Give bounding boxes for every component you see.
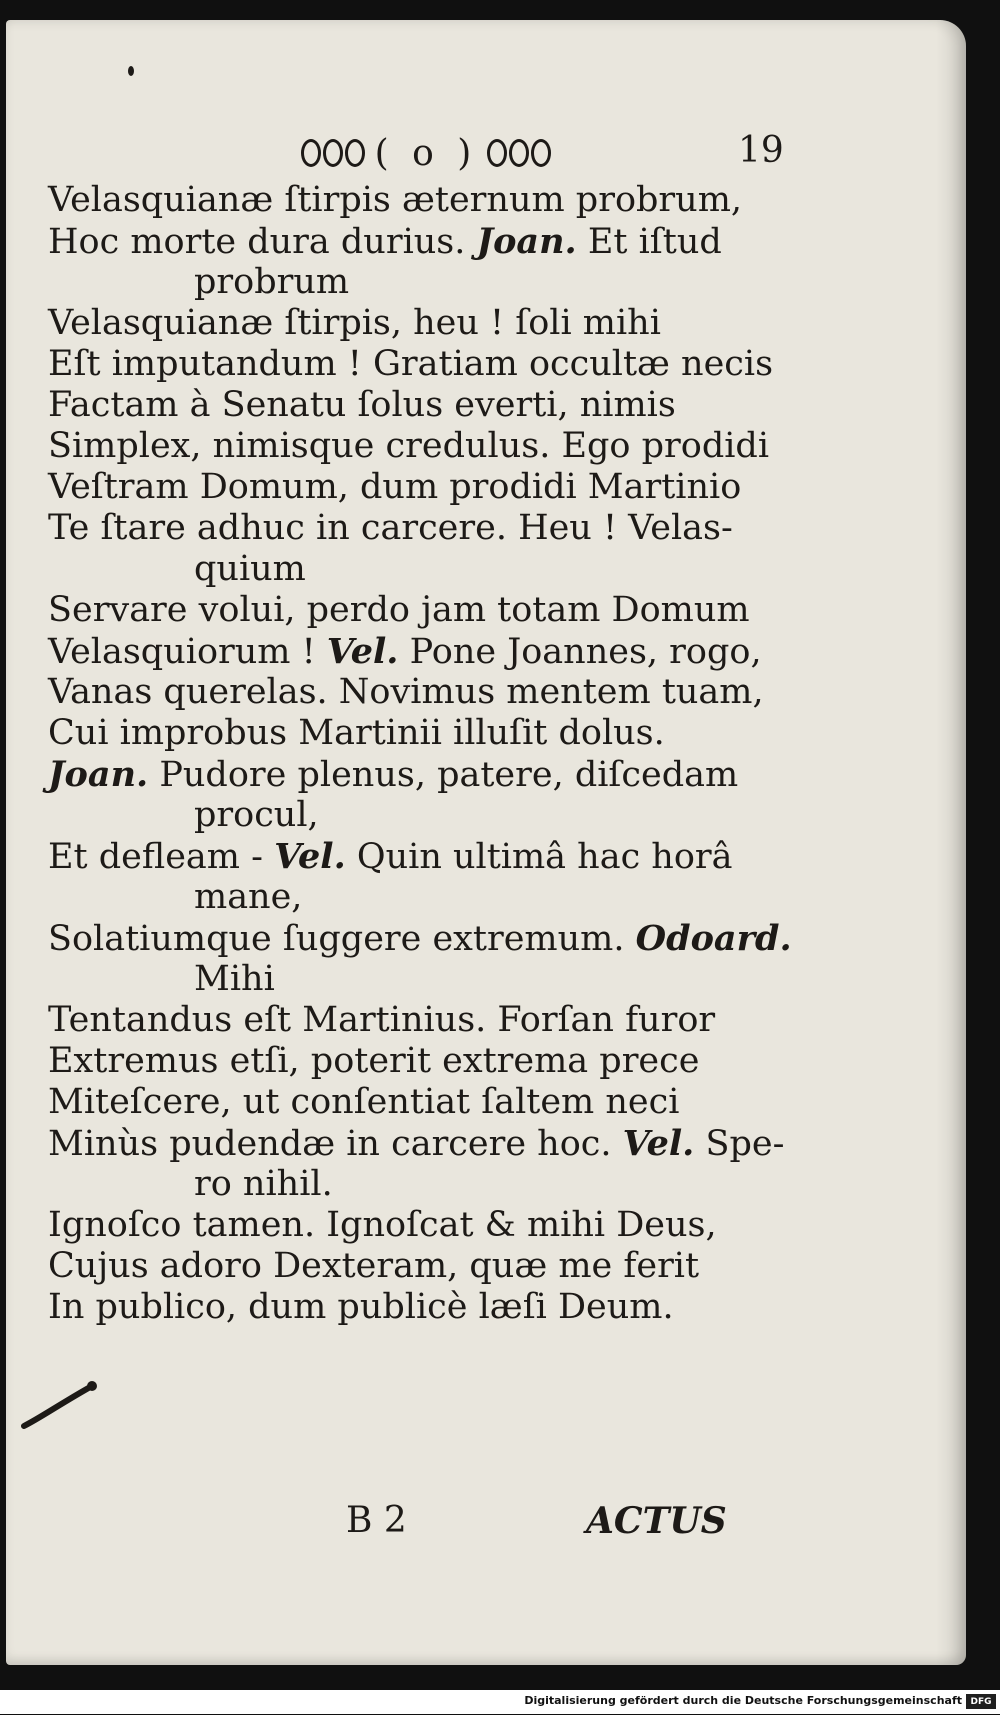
verse-segment: Pudore plenus, patere, diſcedam [148, 755, 739, 795]
verse-line [48, 508, 788, 549]
verse-line [48, 631, 788, 672]
verse-line [48, 1000, 788, 1041]
verse-line [48, 221, 788, 262]
verse-segment: quium [194, 549, 306, 589]
verse-line [48, 713, 788, 754]
credit-text: Digitalisierung gefördert durch die Deutsche Forschungsgemeinschaft [524, 1694, 962, 1707]
verse-line [48, 877, 788, 918]
verse-line [48, 754, 788, 795]
header-center-text: ( o ) [374, 132, 478, 174]
verse-line [48, 836, 788, 877]
verse-segment: Pone Joannes, rogo, [398, 632, 762, 672]
verse-segment: Te ſtare adhuc in carcere. Heu ! Velas- [48, 508, 733, 548]
verse-segment: Velasquiorum ! [48, 632, 327, 672]
verse-segment: Cui improbus Martinii illuſit dolus. [48, 713, 665, 753]
digitization-credit-bar [0, 1690, 1000, 1714]
verse-segment: Et iſtud [576, 222, 722, 262]
verse-segment: Veſtram Domum, dum prodidi Martinio [48, 467, 742, 507]
verse-segment: Et defleam - [48, 837, 275, 877]
verse-segment: ro nihil. [194, 1164, 333, 1204]
verse-line [48, 1205, 788, 1246]
verse-line [48, 467, 788, 508]
verse-line [48, 426, 788, 467]
verse-segment: procul, [194, 795, 319, 835]
verse-line [48, 959, 788, 1000]
dfg-logo: DFG [966, 1694, 996, 1709]
verse-segment: Velasquianæ ſtirpis æternum probrum, [48, 180, 743, 220]
signature-mark: B 2 [346, 1500, 407, 1541]
speaker-name: Vel. [274, 836, 346, 877]
verse-segment: Spe- [694, 1124, 785, 1164]
speaker-name: Joan. [476, 221, 577, 262]
verse-line [48, 180, 788, 221]
verse-segment: Solatiumque ſuggere extremum. [48, 919, 636, 959]
verse-segment: In publico, dum publicè læſi Deum. [48, 1287, 674, 1327]
verse-segment: Extremus etſi, poterit extrema prece [48, 1041, 700, 1081]
verse-segment: Ignoſco tamen. Ignoſcat & mihi Deus, [48, 1205, 717, 1245]
verse-segment: Miteſcere, ut conſentiat ſaltem neci [48, 1082, 680, 1122]
page-number: 19 [738, 130, 784, 171]
verse-line [48, 1082, 788, 1123]
verse-line [48, 1246, 788, 1287]
ink-speck [128, 66, 134, 76]
left-ornament-icon [301, 139, 365, 167]
speaker-name: Vel. [326, 631, 399, 672]
verse-segment: Tentandus eſt Martinius. Forſan furor [48, 1000, 716, 1040]
verse-line [48, 1164, 788, 1205]
verse-segment: Minùs pudendæ in carcere hoc. [48, 1124, 623, 1164]
verse-segment: Cujus adoro Dexteram, quæ me ferit [48, 1246, 700, 1286]
verse-line [48, 1123, 788, 1164]
verse-line [48, 303, 788, 344]
book-page [6, 20, 966, 1665]
verse-line [48, 795, 788, 836]
verse-segment: Simplex, nimisque credulus. Ego prodidi [48, 426, 770, 466]
verse-segment: mane, [194, 877, 303, 917]
verse-segment: Velasquianæ ſtirpis, heu ! ſoli mihi [48, 303, 661, 343]
verse-line [48, 344, 788, 385]
verse-segment: Quin ultimâ hac horâ [345, 837, 733, 877]
verse-text [48, 180, 792, 1328]
verse-line [48, 918, 792, 959]
verse-segment: Factam à Senatu ſolus everti, nimis [48, 385, 676, 425]
verse-line [48, 385, 788, 426]
catchword: ACTUS [586, 1500, 727, 1542]
verse-segment: Servare volui, perdo jam totam Domum [48, 590, 750, 630]
verse-line [48, 672, 788, 713]
verse-segment: probrum [194, 262, 350, 302]
verse-line [48, 1041, 788, 1082]
pen-stroke-icon [20, 1380, 100, 1430]
verse-line [48, 549, 788, 590]
speaker-name: Vel. [622, 1123, 695, 1164]
page-footer [6, 1500, 966, 1550]
verse-line [48, 262, 788, 303]
speaker-name: Odoard. [635, 918, 792, 959]
verse-line [48, 590, 788, 631]
verse-line [48, 1287, 788, 1328]
verse-segment: Vanas querelas. Novimus mentem tuam, [48, 672, 764, 712]
verse-segment: Hoc morte dura durius. [48, 222, 477, 262]
verse-segment: Mihi [194, 959, 275, 999]
running-header [276, 128, 576, 178]
speaker-name: Joan. [48, 754, 149, 795]
verse-segment: Eſt imputandum ! Gratiam occultæ necis [48, 344, 774, 384]
right-ornament-icon [487, 139, 551, 167]
